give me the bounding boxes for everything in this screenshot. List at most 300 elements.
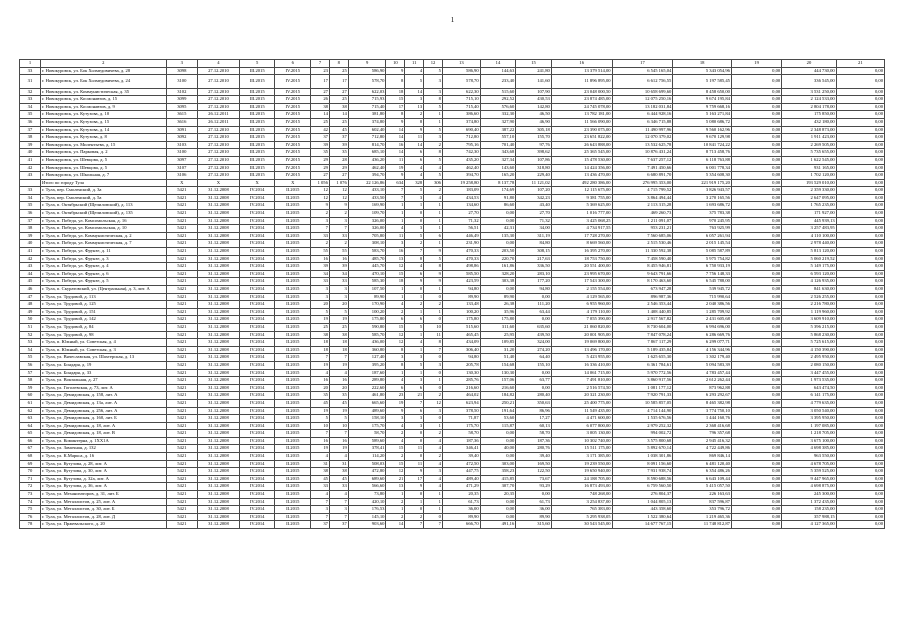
table-cell: 0,00 [836, 293, 884, 301]
table-cell: 2 [424, 301, 443, 309]
address-cell: г. Тула, ул. Кутузова, д. 28, лит. А [40, 460, 166, 468]
table-cell: 23 874 485,00 [551, 96, 612, 104]
table-cell: 5421 [166, 248, 197, 256]
table-cell: IV.2014 [239, 286, 275, 294]
table-cell: 0,00 [731, 453, 781, 461]
table-cell: 18 [329, 339, 348, 347]
table-cell: 14 677 767,15 [612, 521, 673, 529]
address-cell: г. Новокуровск, ул. Космонавтов, д. 15 [40, 96, 166, 104]
table-cell: III.2015 [239, 111, 275, 119]
table-cell: 280,40 [516, 392, 552, 400]
table-cell: 9 [405, 126, 424, 134]
table-cell: 0,00 [731, 430, 781, 438]
table-row [20, 240, 885, 248]
table-cell: IV.2015 [275, 141, 311, 149]
table-cell: 11 [405, 134, 424, 142]
table-cell: 7 [405, 521, 424, 529]
table-cell: 27 [329, 172, 348, 180]
table-cell: 20,35 [442, 491, 480, 499]
table-cell: IV.2014 [239, 377, 275, 385]
column-number: 7 [311, 60, 330, 68]
table-cell: 31 [20, 75, 41, 88]
address-cell: г. Тула, п. Победа, ул. Фрунзе, д. 5 [40, 278, 166, 286]
table-cell: 9 643 791,66 [612, 270, 673, 278]
table-cell: 33 [329, 278, 348, 286]
table-cell: 7 756 148,33 [673, 270, 732, 278]
table-cell: 31.12.2008 [198, 430, 240, 438]
table-cell: 0,00 [836, 194, 884, 202]
table-cell: 29 [311, 164, 330, 172]
table-cell: 91,80 [480, 194, 516, 202]
table-cell: 470,10 [348, 270, 386, 278]
table-cell: IV.2014 [239, 210, 275, 218]
table-cell: 5 [311, 308, 330, 316]
table-cell: 1 522 380,64 [612, 513, 673, 521]
table-cell: 4 [329, 491, 348, 499]
table-cell: 5421 [166, 392, 197, 400]
table-cell: 0 [424, 415, 443, 423]
table-cell: IV.2014 [239, 354, 275, 362]
table-cell: 292,52 [480, 96, 516, 104]
table-cell: 31.12.2008 [198, 354, 240, 362]
table-cell: 0,00 [731, 437, 781, 445]
table-cell: 4 [424, 437, 443, 445]
table-row [20, 225, 885, 233]
address-cell: г. Новокуровск, ул. Школьная, д. 7 [40, 172, 166, 180]
table-cell: 31.12.2008 [198, 225, 240, 233]
table-cell: 489,40 [442, 475, 480, 483]
table-cell: 54 [20, 346, 41, 354]
table-cell: 14 [386, 521, 405, 529]
column-number: 19 [731, 60, 781, 68]
table-cell: 36 [20, 210, 41, 218]
table-cell: 578,70 [348, 75, 386, 88]
table-cell: 690,40 [442, 126, 480, 134]
table-cell: 33 [311, 278, 330, 286]
table-cell: 31.12.2008 [198, 316, 240, 324]
table-cell: 23 048 000,50 [551, 88, 612, 96]
table-cell: 1 [424, 498, 443, 506]
table-cell: 133,48 [442, 301, 480, 309]
table-cell: 193 529 010,00 [782, 179, 836, 187]
table-cell: 4 [329, 369, 348, 377]
table-cell: 12 [311, 187, 330, 195]
table-cell: 9 [386, 67, 405, 75]
table-cell: 9 560 162,96 [673, 126, 732, 134]
table-cell: 31.12.2008 [198, 240, 240, 248]
table-cell: 0,00 [836, 187, 884, 195]
table-cell: IV.2015 [275, 67, 311, 75]
table-cell: 71 [20, 475, 41, 483]
table-cell: 0,00 [836, 263, 884, 271]
address-cell: г. Тула, ул. Бондаря, д. 33 [40, 369, 166, 377]
table-cell: 4 [424, 194, 443, 202]
table-cell: 0,00 [731, 346, 781, 354]
table-cell: 0,00 [836, 126, 884, 134]
table-cell: 14 061 715,00 [551, 369, 612, 377]
table-cell: 0,00 [731, 126, 781, 134]
table-cell: 1 [424, 210, 443, 218]
table-row [20, 346, 885, 354]
table-cell: 5421 [166, 263, 197, 271]
table-cell: 69 [20, 460, 41, 468]
table-cell: 0 [424, 513, 443, 521]
table-cell: II.2015 [275, 384, 311, 392]
table-cell: 222,60 [348, 384, 386, 392]
table-cell: 1 285 709,92 [673, 308, 732, 316]
table-cell: 2 [329, 240, 348, 248]
table-cell: 0,00 [480, 240, 516, 248]
table-cell: 0,00 [731, 308, 781, 316]
table-cell: 8 091 156,60 [612, 460, 673, 468]
table-cell: 7 931 938,74 [612, 468, 673, 476]
table-cell: 28 [329, 156, 348, 164]
table-cell: 1 [386, 210, 405, 218]
table-cell: 27.12.2010 [198, 75, 240, 88]
table-cell: 5 415 057,50 [673, 483, 732, 491]
table-cell: 4 150 390,00 [782, 346, 836, 354]
table-cell: 742,30 [442, 149, 480, 157]
table-cell: 20 [329, 384, 348, 392]
address-cell: г. Тула, ул. Демидовская, д. 13а, лит. А [40, 399, 166, 407]
table-cell: 837 596,87 [673, 498, 732, 506]
table-cell: 634 [386, 179, 405, 187]
table-cell: 2 216 780,00 [782, 301, 836, 309]
table-cell: 18 [311, 339, 330, 347]
table-cell: 2 [311, 240, 330, 248]
table-cell: 0,00 [731, 172, 781, 180]
table-cell: III.2015 [239, 126, 275, 134]
table-cell: 2 [424, 453, 443, 461]
table-cell: 307,70 [480, 483, 516, 491]
table-cell: 43 [20, 172, 41, 180]
table-cell: IV.2014 [239, 468, 275, 476]
table-cell: 0 [405, 506, 424, 514]
table-cell: 6 444 928,16 [612, 111, 673, 119]
table-cell: 1 [386, 506, 405, 514]
table-cell: 2 979 252,32 [612, 422, 673, 430]
table-cell: 0,00 [480, 453, 516, 461]
address-cell: г. Тула, п. Южный, ул. Советская, д. 4 [40, 339, 166, 347]
table-cell: 0,00 [731, 134, 781, 142]
table-cell: 446,49 [442, 232, 480, 240]
table-cell: IV.2014 [239, 506, 275, 514]
table-cell: 420,10 [348, 498, 386, 506]
table-cell: IV.2014 [239, 202, 275, 210]
table-cell: 39 [329, 141, 348, 149]
table-cell: 34,00 [516, 225, 552, 233]
table-cell: IV.2014 [239, 331, 275, 339]
table-cell: 3 [405, 96, 424, 104]
table-cell: 0,00 [731, 354, 781, 362]
table-cell: 5 892 670,14 [612, 445, 673, 453]
address-cell: г. Тула, ул. Демидовская, д. 18, лит. В [40, 430, 166, 438]
table-cell: 25 [329, 118, 348, 126]
table-cell: II.2015 [275, 468, 311, 476]
table-cell: 175,80 [442, 316, 480, 324]
table-cell: 5 369 625,00 [551, 202, 612, 210]
table-row [20, 483, 885, 491]
table-row [20, 278, 885, 286]
table-cell: 5 [424, 126, 443, 134]
table-cell: 17 [311, 75, 330, 88]
table-cell: 1 [424, 118, 443, 126]
table-cell: 0,00 [836, 278, 884, 286]
table-cell: 6 [405, 149, 424, 157]
table-cell: 0,00 [731, 384, 781, 392]
table-cell: IV.2014 [239, 248, 275, 256]
table-cell: 4 126 935,00 [782, 278, 836, 286]
table-cell: 107,20 [516, 187, 552, 195]
column-number: 10 [386, 60, 405, 68]
table-cell: 1 [405, 331, 424, 339]
table-cell: 31.12.2008 [198, 339, 240, 347]
table-cell: 31.12.2008 [198, 384, 240, 392]
table-cell: 191,64 [480, 407, 516, 415]
table-cell: 0,00 [836, 88, 884, 96]
table-cell: 5 094 583,39 [673, 361, 732, 369]
table-cell: 5421 [166, 187, 197, 195]
address-cell: г. Тула, ул. Демидовская, д. 158, лит. А [40, 392, 166, 400]
table-cell: 9 [424, 248, 443, 256]
table-cell: 7 [424, 346, 443, 354]
table-cell: II.2015 [275, 232, 311, 240]
table-cell: 36,00 [516, 506, 552, 514]
table-cell: 6 118 763,88 [673, 156, 732, 164]
table-cell: 7 847 078,24 [612, 331, 673, 339]
table-cell: 9 [329, 202, 348, 210]
table-cell: 7 [405, 399, 424, 407]
table-cell: 7 [329, 498, 348, 506]
table-cell: 4 [311, 453, 330, 461]
table-cell: 9 [405, 278, 424, 286]
table-cell: 586,90 [442, 67, 480, 75]
table-cell: 31.12.2008 [198, 331, 240, 339]
table-cell: 12 070 379,02 [612, 134, 673, 142]
table-cell: II.2015 [275, 187, 311, 195]
table-cell: 31.12.2008 [198, 506, 240, 514]
table-cell: 33 [311, 232, 330, 240]
table-cell: 8 [405, 255, 424, 263]
table-cell: 0,00 [731, 164, 781, 172]
table-cell: III.2015 [239, 67, 275, 75]
table-cell: 73,80 [348, 491, 386, 499]
table-row [20, 75, 885, 88]
table-cell: 705,80 [348, 232, 386, 240]
table-cell: 0,00 [836, 468, 884, 476]
table-cell: 0,00 [836, 453, 884, 461]
table-cell: IV.2014 [239, 263, 275, 271]
table-cell: 715,10 [442, 96, 480, 104]
table-cell: 715,40 [442, 103, 480, 111]
table-cell: 0,00 [836, 506, 884, 514]
table-cell: 635,60 [516, 323, 552, 331]
table-cell: 2 516 574,50 [551, 384, 612, 392]
table-cell: III.2015 [239, 88, 275, 96]
table-cell: 1 218 705,00 [782, 430, 836, 438]
table-cell: 685,10 [348, 149, 386, 157]
table-cell: 7 637 257,12 [612, 156, 673, 164]
table-cell: 94,80 [442, 354, 480, 362]
table-cell: 6 [386, 316, 405, 324]
table-cell: 31.12.2008 [198, 248, 240, 256]
table-cell: IV.2014 [239, 437, 275, 445]
table-cell: 0,00 [731, 118, 781, 126]
table-cell: 60 [20, 392, 41, 400]
table-cell: 3098 [166, 67, 197, 75]
table-cell: 25 365 545,00 [551, 149, 612, 157]
table-cell: 2 526 255,00 [782, 293, 836, 301]
address-cell: г. Тула, п. Победа, ул. Комсомольская, д. 16 [40, 217, 166, 225]
table-cell: 231,90 [442, 240, 480, 248]
table-cell: 3099 [166, 96, 197, 104]
table-cell: 3 425 068,25 [551, 217, 612, 225]
table-cell: 5421 [166, 498, 197, 506]
table-cell: 8 [424, 339, 443, 347]
table-cell: 19 [386, 164, 405, 172]
table-cell: 280,76 [516, 445, 552, 453]
table-cell: 796 357,68 [673, 430, 732, 438]
table-cell: 5 735 655,00 [782, 149, 836, 157]
table-cell: 436,00 [348, 339, 386, 347]
table-cell: II.2015 [275, 286, 311, 294]
address-cell: г. Тула, ул. К.Маркса, д. 16 [40, 453, 166, 461]
table-cell: 55 [20, 354, 41, 362]
table-cell: 0,00 [731, 475, 781, 483]
table-cell: 5421 [166, 513, 197, 521]
table-cell: 183,09 [442, 187, 480, 195]
table-cell: 6 077 800,00 [551, 422, 612, 430]
table-cell: 8 [405, 118, 424, 126]
address-cell: г. Тула, п. Победа, ул. Фрунзе, д. 6 [40, 270, 166, 278]
table-cell: 2 804 178,00 [782, 103, 836, 111]
address-cell: Итого по городу Тула [40, 179, 166, 187]
table-cell: 1 [386, 217, 405, 225]
table-cell: 31.12.2008 [198, 278, 240, 286]
table-cell: 169,90 [348, 202, 386, 210]
table-cell: 0,00 [731, 331, 781, 339]
table-cell: 27.12.2010 [198, 172, 240, 180]
table-cell: 34 [311, 270, 330, 278]
table-cell: 27.12.2010 [198, 67, 240, 75]
table-cell: 814,70 [348, 141, 386, 149]
table-cell: 94,80 [442, 286, 480, 294]
table-cell: 430,53 [516, 96, 552, 104]
address-cell: г. Тула, п. Победа, ул. Фрунзе, д. 3 [40, 255, 166, 263]
table-cell: 0,00 [731, 399, 781, 407]
table-cell: 2 917 567,82 [612, 316, 673, 324]
table-cell: 0,00 [480, 430, 516, 438]
address-cell: г. Тула, ул. Трудовой, д. 98 [40, 331, 166, 339]
table-cell: 31.12.2008 [198, 415, 240, 423]
table-cell: 71,87 [442, 415, 480, 423]
column-number: 15 [516, 60, 552, 68]
table-cell: 318,80 [516, 164, 552, 172]
address-cell: г. Тула, п. Победа, ул. Комсомольская, д. 10 [40, 225, 166, 233]
table-cell: 175,70 [348, 422, 386, 430]
table-cell: 5421 [166, 339, 197, 347]
table-cell: 378,41 [348, 445, 386, 453]
table-cell: IV.2014 [239, 293, 275, 301]
table-cell: 470,33 [442, 255, 480, 263]
table-row [20, 255, 885, 263]
table-cell: 11 [424, 331, 443, 339]
table-cell: 3 [311, 506, 330, 514]
table-cell: 4 714 144,90 [612, 407, 673, 415]
table-cell: 0,00 [836, 331, 884, 339]
table-cell: 1 372 435,00 [782, 498, 836, 506]
table-cell: II.2015 [275, 331, 311, 339]
table-cell: 31.12.2008 [198, 392, 240, 400]
table-row [20, 415, 885, 423]
table-row [20, 248, 885, 256]
table-cell: 5 [405, 75, 424, 88]
table-cell: 86,96 [516, 407, 552, 415]
table-cell: 26.12.2011 [198, 111, 240, 119]
table-cell: 712,80 [348, 134, 386, 142]
table-cell: 10 876 431,24 [612, 149, 673, 157]
table-cell: II.2015 [275, 361, 311, 369]
table-cell: Х [166, 179, 197, 187]
table-cell: 434,53 [442, 194, 480, 202]
table-cell: 23 [386, 392, 405, 400]
table-cell: 0,00 [836, 399, 884, 407]
table-cell: 31.12.2008 [198, 308, 240, 316]
table-cell: 3 254 837,00 [551, 498, 612, 506]
table-cell: 5421 [166, 232, 197, 240]
table-cell: 2 [424, 430, 443, 438]
table-cell: 602,40 [348, 126, 386, 134]
table-cell: 0,00 [836, 460, 884, 468]
table-cell: 378,50 [442, 407, 480, 415]
table-cell: 0,00 [480, 437, 516, 445]
table-cell: 0,00 [836, 172, 884, 180]
table-cell: 9 [424, 278, 443, 286]
table-cell: 590,80 [348, 323, 386, 331]
table-cell: 100,20 [348, 308, 386, 316]
column-number: 11 [405, 60, 424, 68]
table-cell: 31.12.2008 [198, 460, 240, 468]
table-cell: 4 783 457,44 [673, 369, 732, 377]
table-cell: 13 182 031,84 [612, 103, 673, 111]
table-cell: 13 [386, 483, 405, 491]
table-cell: 5421 [166, 430, 197, 438]
table-cell: 332,30 [480, 111, 516, 119]
table-cell: 5 [405, 323, 424, 331]
table-cell: II.2015 [275, 422, 311, 430]
table-cell: 19 [386, 399, 405, 407]
table-cell: 5 [329, 308, 348, 316]
table-cell: 109,85 [480, 339, 516, 347]
table-cell: 12 [386, 263, 405, 271]
table-cell: 24 745 078,00 [551, 103, 612, 111]
table-cell: 5 189 435,84 [612, 346, 673, 354]
table-cell: 381,80 [348, 111, 386, 119]
address-cell: г. Новокуровск, ул. Парковая, д. 2 [40, 149, 166, 157]
table-cell: 0,00 [731, 210, 781, 218]
table-cell: 2 [386, 498, 405, 506]
column-number: 16 [551, 60, 612, 68]
table-cell: 6 057 261,94 [673, 232, 732, 240]
table-cell: 11 121,02 [516, 179, 552, 187]
table-cell: IV.2015 [275, 134, 311, 142]
table-cell: 0,00 [836, 67, 884, 75]
table-cell: 2 978 440,00 [782, 240, 836, 248]
table-cell: 5 [405, 232, 424, 240]
table-cell: 434,09 [442, 339, 480, 347]
table-cell: 5421 [166, 453, 197, 461]
table-cell: 14 424 356,00 [551, 164, 612, 172]
